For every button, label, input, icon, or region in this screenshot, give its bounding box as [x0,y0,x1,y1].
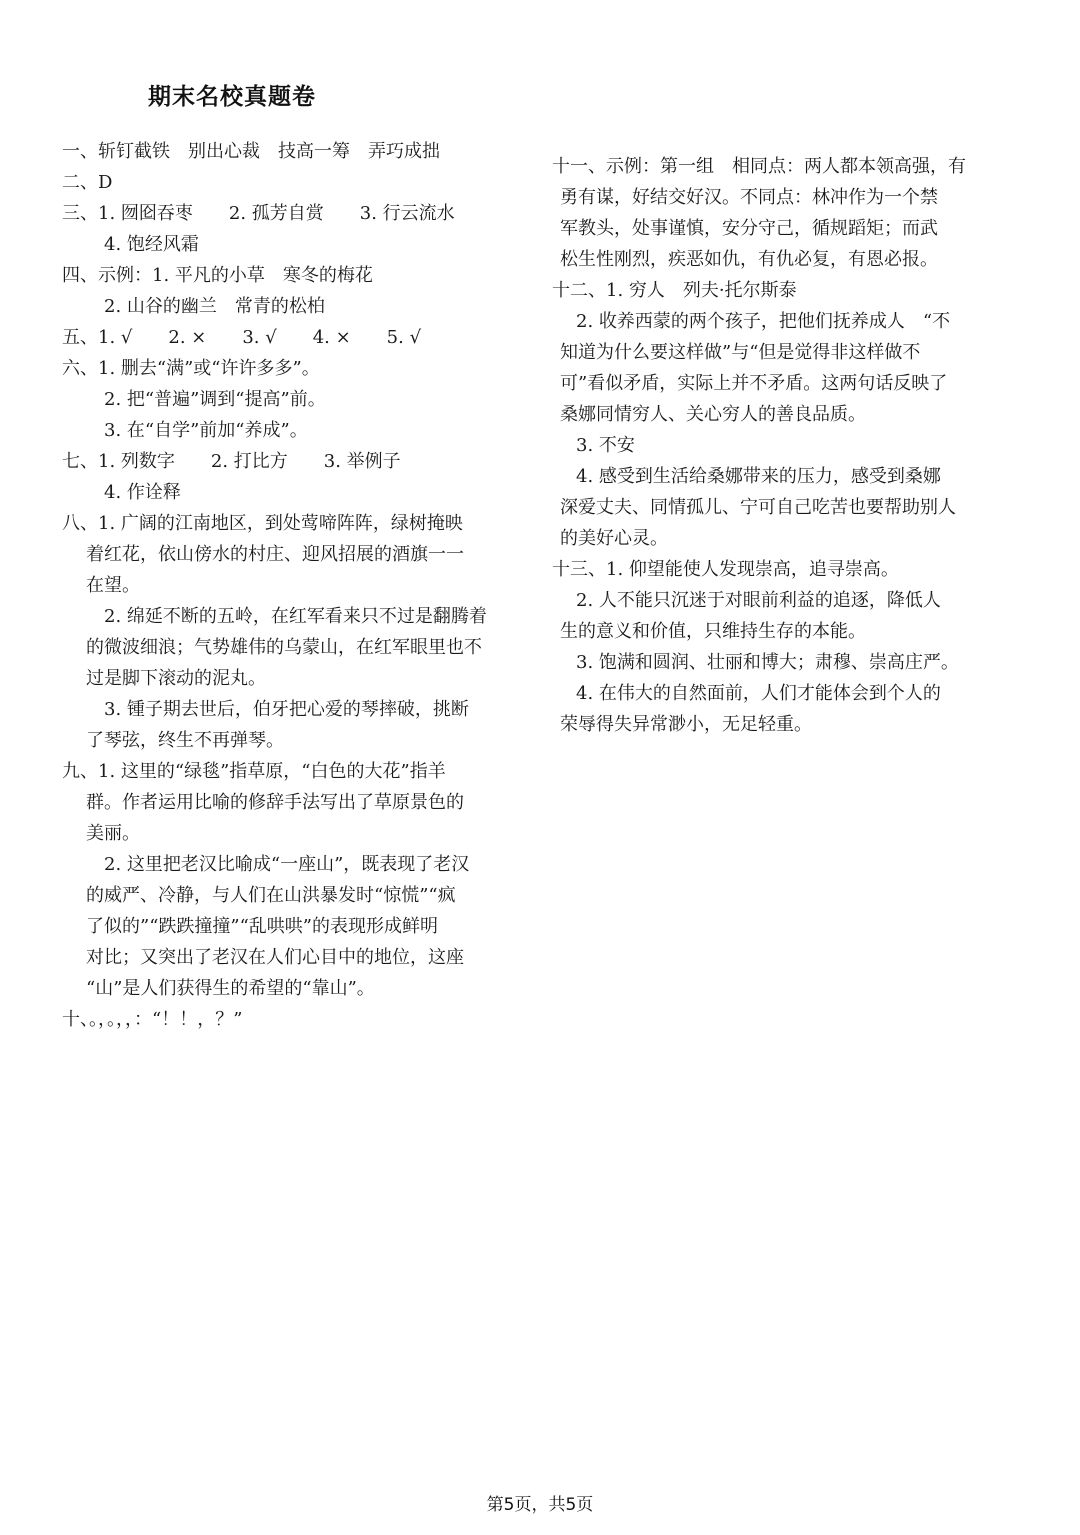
answer-line: 2. 收养西蒙的两个孩子，把他们抚养成人 “不 [576,311,951,332]
answer-line: 4. 作诠释 [104,482,181,503]
answer-line: 着红花，依山傍水的村庄、迎风招展的酒旗一一 [86,544,464,565]
left-answer-column [62,136,512,1035]
right-answer-column [552,151,997,740]
answer-line: 桑娜同情穷人、关心穷人的善良品质。 [560,404,866,425]
page-title: 期末名校真题卷 [148,84,316,110]
answer-line: 过是脚下滚动的泥丸。 [86,668,266,689]
answer-line: 2. 绵延不断的五岭，在红军看来只不过是翻腾着 [104,606,487,627]
answer-line: 二、D [62,172,113,193]
answer-line: 群。作者运用比喻的修辞手法写出了草原景色的 [86,792,464,813]
answer-line: 六、1. 删去“满”或“许许多多”。 [62,358,320,379]
answer-line: 3. 在“自学”前加“养成”。 [104,420,308,441]
answer-line: 知道为什么要这样做”与“但是觉得非这样做不 [560,342,921,363]
answer-line: 的威严、冷静，与人们在山洪暴发时“惊慌”“疯 [86,885,456,906]
answer-line: 2. 把“普遍”调到“提高”前。 [104,389,326,410]
answer-line: 在望。 [86,575,140,596]
answer-line: 七、1. 列数字 2. 打比方 3. 举例子 [62,451,401,472]
answer-line: 军教头，处事谨慎，安分守己，循规蹈矩；而武 [560,218,938,239]
answer-line: 可”看似矛盾，实际上并不矛盾。这两句话反映了 [560,373,948,394]
answer-line: 3. 饱满和圆润、壮丽和博大；肃穆、崇高庄严。 [576,652,959,673]
answer-line: 勇有谋，好结交好汉。不同点：林冲作为一个禁 [560,187,938,208]
answer-line: 了琴弦，终生不再弹琴。 [86,730,284,751]
answer-line: 十一、示例：第一组 相同点：两人都本领高强，有 [552,156,966,177]
answer-line: 对比；又突出了老汉在人们心目中的地位，这座 [86,947,464,968]
answer-line: 2. 这里把老汉比喻成“一座山”，既表现了老汉 [104,854,470,875]
answer-line: 4. 感受到生活给桑娜带来的压力，感受到桑娜 [576,466,941,487]
answer-line: 一、斩钉截铁 别出心裁 技高一筹 弄巧成拙 [62,141,440,162]
answer-line: 的微波细浪；气势雄伟的乌蒙山，在红军眼里也不 [86,637,482,658]
answer-line: 八、1. 广阔的江南地区，到处莺啼阵阵，绿树掩映 [62,513,463,534]
answer-line: 五、1. √ 2. × 3. √ 4. × 5. √ [62,327,422,348]
answer-line: 四、示例：1. 平凡的小草 寒冬的梅花 [62,265,373,286]
answer-line: 十、。，。，，：“！！，？” [62,1009,243,1030]
answer-line: 松生性刚烈，疾恶如仇，有仇必复，有恩必报。 [560,249,938,270]
answer-line: 美丽。 [86,823,140,844]
answer-line: 2. 山谷的幽兰 常青的松柏 [104,296,325,317]
answer-line: 九、1. 这里的“绿毯”指草原，“白色的大花”指羊 [62,761,446,782]
answer-line: 生的意义和价值，只维持生存的本能。 [560,621,866,642]
answer-line: 十二、1. 穷人 列夫·托尔斯泰 [552,280,797,301]
answer-line: 的美好心灵。 [560,528,668,549]
answer-line: 3. 不安 [576,435,635,456]
answer-line: 4. 饱经风霜 [104,234,199,255]
answer-line: 三、1. 囫囵吞枣 2. 孤芳自赏 3. 行云流水 [62,203,455,224]
answer-line: 2. 人不能只沉迷于对眼前利益的追逐，降低人 [576,590,941,611]
answer-line: 深爱丈夫、同情孤儿、宁可自己吃苦也要帮助别人 [560,497,956,518]
answer-line: 了似的”“跌跌撞撞”“乱哄哄”的表现形成鲜明 [86,916,439,937]
page-number: 第5页，共5页 [486,1495,594,1515]
answer-line: 荣辱得失异常渺小，无足轻重。 [560,714,812,735]
answer-line: “山”是人们获得生的希望的“靠山”。 [86,978,375,999]
answer-line: 3. 锺子期去世后，伯牙把心爱的琴摔破，挑断 [104,699,469,720]
answer-line: 十三、1. 仰望能使人发现崇高，追寻崇高。 [552,559,899,580]
answer-line: 4. 在伟大的自然面前，人们才能体会到个人的 [576,683,941,704]
